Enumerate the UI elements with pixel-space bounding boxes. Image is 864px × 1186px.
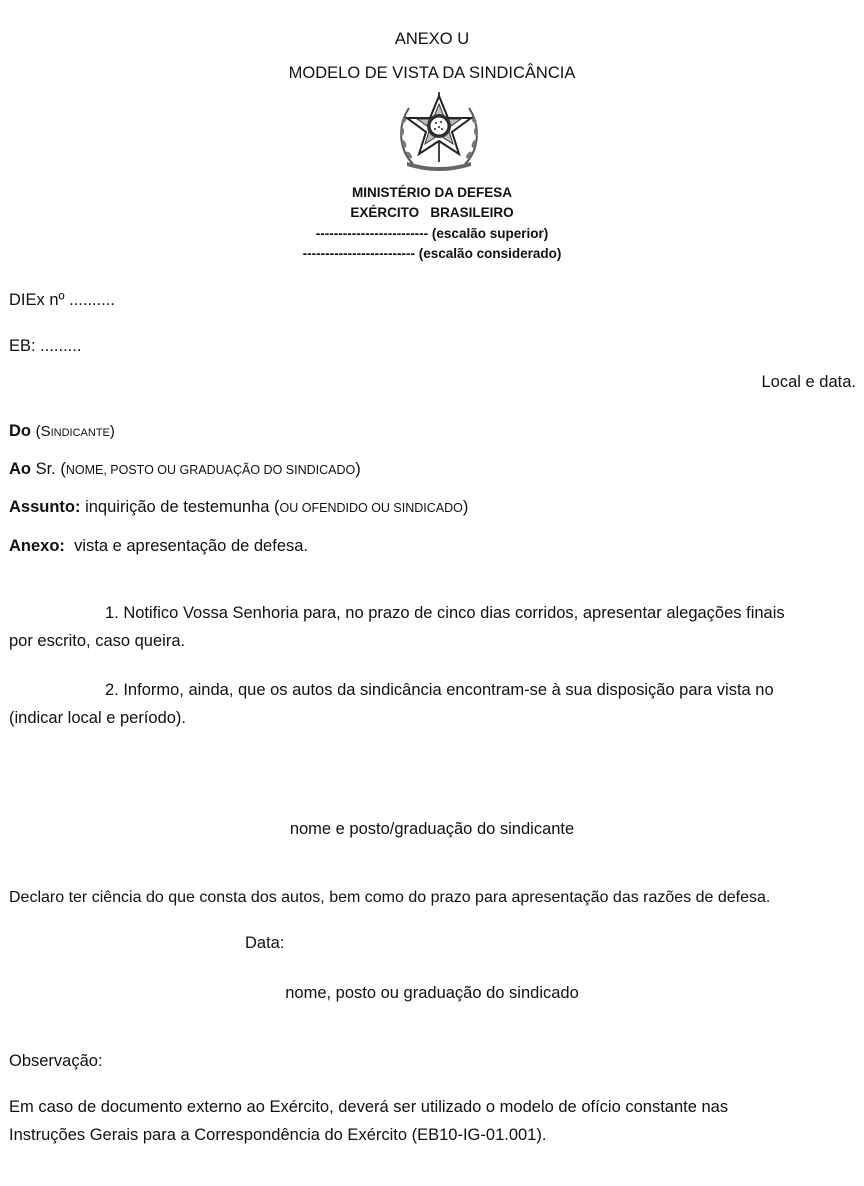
annex-line (9, 537, 308, 556)
note-line-1: Em caso de documento externo ao Exército, deverá ser utilizado o modelo de ofício constante nas (9, 1098, 729, 1116)
date-label: Data: (245, 934, 285, 952)
from-value: (Sindicante) (35, 423, 115, 440)
subject-note: OU OFENDIDO OU SINDICADO (279, 501, 463, 515)
to-value: NOME, POSTO OU GRADUAÇÃO DO SINDICADO (65, 463, 356, 477)
to-prefix: Sr. ( (31, 460, 66, 478)
subject-value: inquirição de testemunha ( (80, 498, 280, 516)
to-suffix: ) (355, 460, 361, 478)
declaration: Declaro ter ciência do que consta dos autos, bem como do prazo para apresentação das razões de defesa. (9, 889, 771, 906)
upper-echelon: ------------------------- (escalão superior) (315, 226, 549, 241)
army-name: EXÉRCITO BRASILEIRO (350, 205, 514, 220)
annex-title: ANEXO U (394, 30, 470, 48)
paragraph-2-line-1: 2. Informo, ainda, que os autos da sindicância encontram-se à sua disposição para vista no (105, 681, 774, 699)
annex-value: vista e apresentação de defesa. (74, 537, 309, 555)
defendant-signature: nome, posto ou graduação do sindicado (285, 984, 579, 1002)
from-line (9, 422, 115, 441)
considered-echelon: ------------------------- (escalão considerado) (302, 246, 562, 261)
note-label: Observação: (9, 1052, 103, 1070)
to-label: Ao (9, 460, 31, 478)
diex-number: DIEx nº .......... (9, 291, 115, 309)
to-line (9, 460, 361, 479)
ministry-name: MINISTÉRIO DA DEFESA (351, 185, 512, 200)
paragraph-1-line-1: 1. Notifico Vossa Senhoria para, no prazo de cinco dias corridos, apresentar alegações finais (105, 604, 785, 622)
subject-label: Assunto: (9, 498, 81, 516)
paragraph-2-line-2: (indicar local e período). (9, 709, 187, 727)
note-line-2: Instruções Gerais para a Correspondência do Exército (EB10-IG-01.001). (9, 1126, 547, 1144)
paragraph-1-line-2: por escrito, caso queira. (9, 632, 186, 650)
from-label: Do (9, 422, 31, 440)
place-and-date: Local e data. (761, 373, 856, 391)
national-coat-of-arms-icon (393, 90, 485, 172)
eb-number: EB: ......... (9, 337, 82, 355)
document-title: MODELO DE VISTA DA SINDICÂNCIA (288, 64, 576, 82)
annex-label: Anexo: (9, 537, 65, 555)
subject-line (9, 498, 468, 517)
investigator-signature: nome e posto/graduação do sindicante (289, 820, 575, 838)
subject-suffix: ) (462, 498, 469, 516)
